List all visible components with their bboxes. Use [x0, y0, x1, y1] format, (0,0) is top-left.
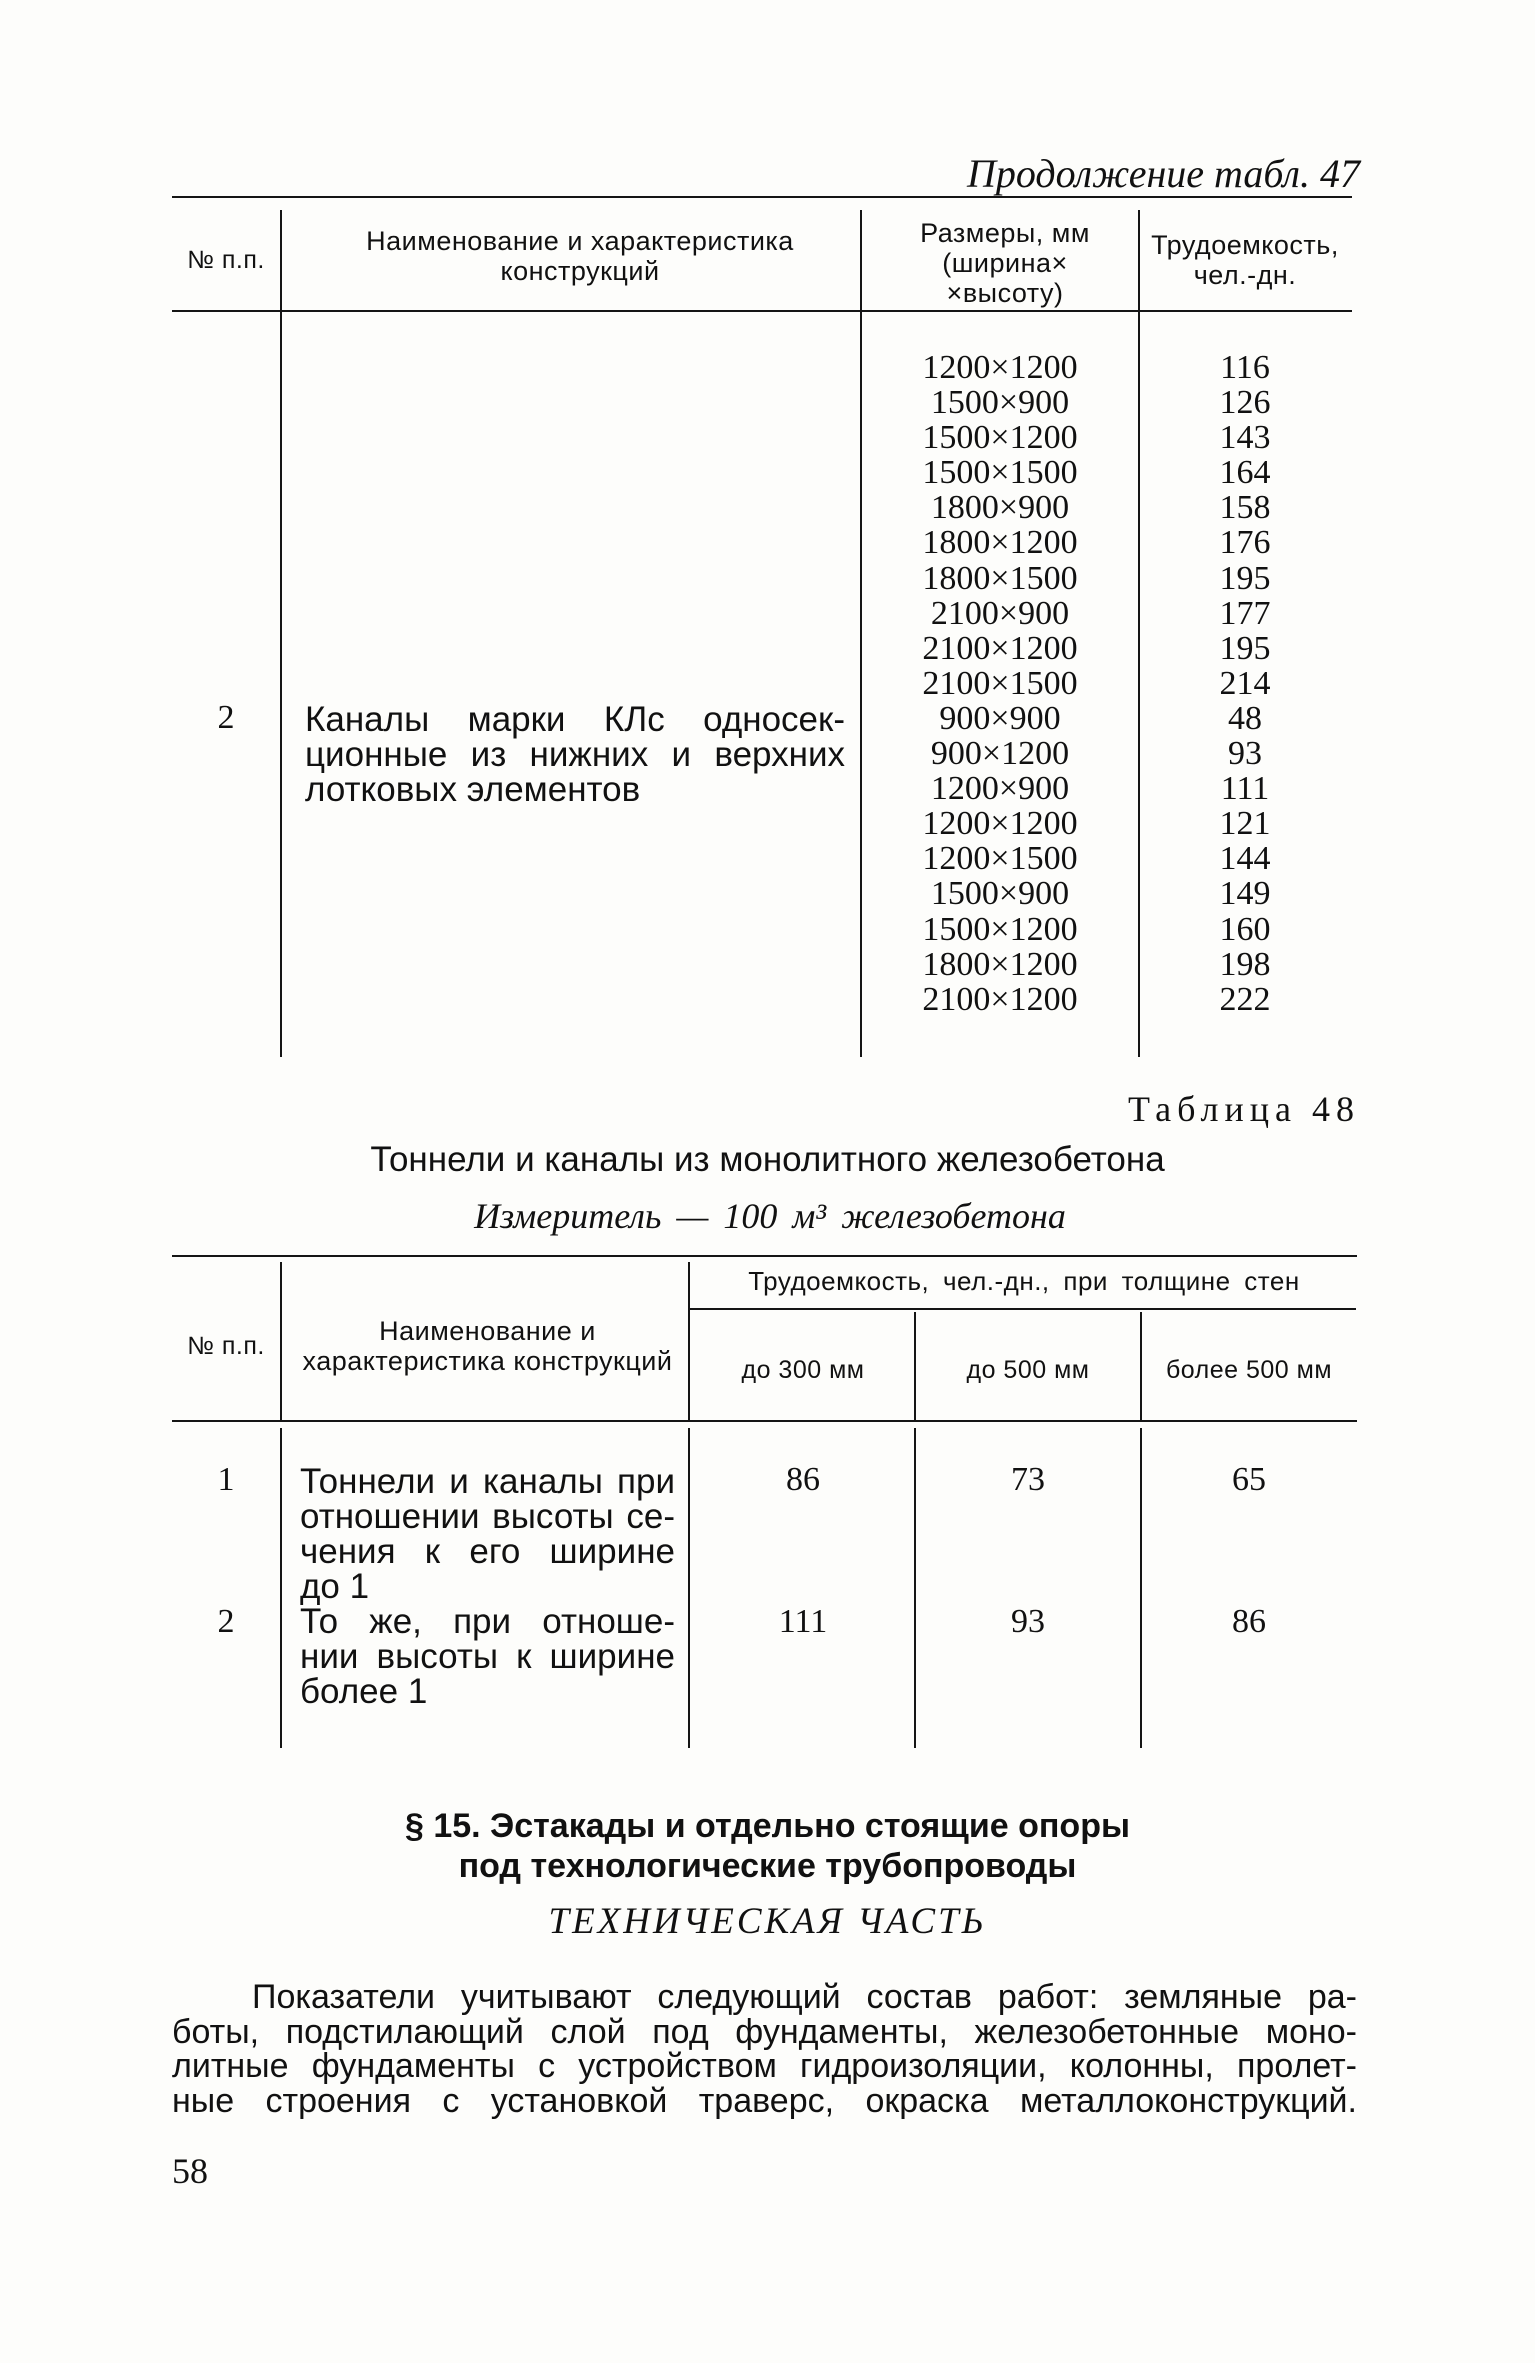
t48-header-col2: до 500 мм [966, 1356, 1090, 1384]
t48-cell: 86 [786, 1461, 820, 1498]
t47-labor-cell: 111 [1220, 770, 1270, 808]
t47-header-size: Размеры, мм (ширина× ×высоту) [920, 218, 1090, 308]
t47-row-name-line: Каналы марки КЛс односек- [305, 700, 845, 739]
t48-row-name [300, 1464, 675, 1604]
t47-labor-cell: 198 [1219, 945, 1271, 983]
t47-labor-cell: 214 [1219, 664, 1271, 702]
t47-size-cell: 2100×1200 [922, 629, 1078, 667]
t48-cell: 93 [1011, 1603, 1045, 1640]
t48-header-number: № п.п. [187, 1332, 265, 1360]
t47-labor-cell: 116 [1220, 349, 1270, 386]
t47-size-cell: 1200×1200 [922, 805, 1078, 843]
t48-row-name [300, 1604, 675, 1709]
t47-size-cell: 900×900 [939, 699, 1061, 737]
t47-labor-cell: 48 [1228, 699, 1262, 737]
page-number: 58 [172, 2151, 208, 2191]
t48-row-name-line: более 1 [300, 1672, 428, 1711]
t47-labor-cell: 222 [1219, 980, 1271, 1018]
t47-size-cell: 1800×1500 [922, 559, 1078, 597]
t47-size-cell: 2100×1500 [922, 664, 1078, 702]
t47-size-cell: 900×1200 [930, 735, 1070, 773]
t48-header-name: Наименование и характеристика конструкций [302, 1316, 673, 1376]
t47-size-cell: 1200×1200 [922, 349, 1078, 386]
t48-row-name-line: Тоннели и каналы при [300, 1462, 675, 1501]
t47-labor-cell: 176 [1219, 524, 1271, 562]
t47-labor-cell: 164 [1219, 454, 1271, 492]
t47-row-name-line: ционные из нижних и верхних [305, 735, 845, 774]
t47-size-cell: 1200×900 [930, 770, 1070, 808]
t47-size-cell: 2100×1200 [922, 980, 1078, 1018]
paragraph-line: Показатели учитывают следующий состав работ: земляные ра- [252, 1978, 1357, 2016]
t48-row-name-line: нии высоты к ширине [300, 1637, 675, 1676]
t47-size-cell: 1500×900 [930, 875, 1070, 913]
t47-size-cell: 1800×1200 [922, 524, 1078, 562]
t48-cell: 86 [1232, 1603, 1266, 1640]
paragraph-line: ные строения с установкой траверс, окраска металлоконструкций. [172, 2081, 1357, 2120]
section-heading [200, 1806, 1335, 1886]
t48-row-number: 1 [217, 1461, 235, 1498]
t47-size-cell: 1800×1200 [922, 945, 1078, 983]
t47-size-cell: 1500×900 [930, 384, 1070, 422]
t47-labor-cell: 143 [1219, 419, 1271, 457]
t47-size-cell: 1200×1500 [922, 840, 1078, 878]
t47-labor-cell: 160 [1219, 910, 1271, 948]
t47-labor-cell: 158 [1219, 489, 1271, 527]
t47-labor-cell: 126 [1219, 384, 1271, 422]
continuation-caption: Продолжение табл. 47 [966, 151, 1360, 196]
paragraph-line: боты, подстилающий слой под фундаменты, железобетонные моно- [172, 2012, 1357, 2051]
t47-labor-cell: 93 [1228, 735, 1262, 773]
t47-labor-column [1140, 350, 1350, 1017]
t47-labor-cell: 195 [1219, 559, 1271, 597]
t48-row-name-line: То же, при отноше- [300, 1602, 675, 1641]
t48-cell: 65 [1232, 1461, 1266, 1498]
t48-cell: 73 [1011, 1461, 1045, 1498]
table-48-unit: Измеритель — 100 м³ железобетона [474, 1196, 1066, 1236]
t48-header-col3: более 500 мм [1165, 1356, 1333, 1384]
t48-cell: 111 [778, 1603, 828, 1640]
section-heading-line: под технологические трубопроводы [458, 1847, 1077, 1885]
t47-header-number: № п.п. [187, 246, 265, 274]
t47-row-number: 2 [217, 699, 235, 736]
t47-size-cell: 2100×900 [930, 594, 1070, 632]
t48-header-labor-group: Трудоемкость, чел.-дн., при толщине стен [748, 1266, 1300, 1296]
t47-size-cell: 1500×1500 [922, 454, 1078, 492]
t47-header-labor: Трудоемкость, чел.-дн. [1151, 230, 1339, 290]
t48-header-col1: до 300 мм [741, 1356, 865, 1384]
t47-labor-cell: 177 [1219, 594, 1271, 632]
t47-size-column [880, 350, 1120, 1017]
section-heading-line: § 15. Эстакады и отдельно стоящие опоры [404, 1807, 1131, 1845]
paragraph-line: литные фундаменты с устройством гидроизоляции, колонны, пролет- [172, 2047, 1357, 2085]
t48-row-name-line: чения к его ширине [300, 1532, 675, 1571]
t47-labor-cell: 121 [1219, 805, 1271, 843]
table-48-title: Тоннели и каналы из монолитного железобетона [370, 1140, 1165, 1179]
t47-size-cell: 1800×900 [930, 489, 1070, 527]
t47-labor-cell: 195 [1219, 629, 1271, 667]
section-paragraph [172, 1980, 1357, 2118]
table-48-label: Таблица 48 [1128, 1089, 1360, 1129]
t48-row-name-line: отношении высоты се- [300, 1497, 675, 1536]
t47-size-cell: 1500×1200 [922, 419, 1078, 457]
t47-row-name-line: лотковых элементов [305, 770, 641, 809]
t47-labor-cell: 149 [1219, 875, 1271, 913]
t48-row-name-line: до 1 [300, 1567, 370, 1606]
t47-labor-cell: 144 [1219, 840, 1271, 878]
t47-size-cell: 1500×1200 [922, 910, 1078, 948]
t47-header-name: Наименование и характеристика конструкций [366, 226, 794, 286]
section-subheading: ТЕХНИЧЕСКАЯ ЧАСТЬ [548, 1901, 987, 1942]
t47-row-name [305, 702, 845, 807]
t48-row-number: 2 [217, 1603, 235, 1640]
